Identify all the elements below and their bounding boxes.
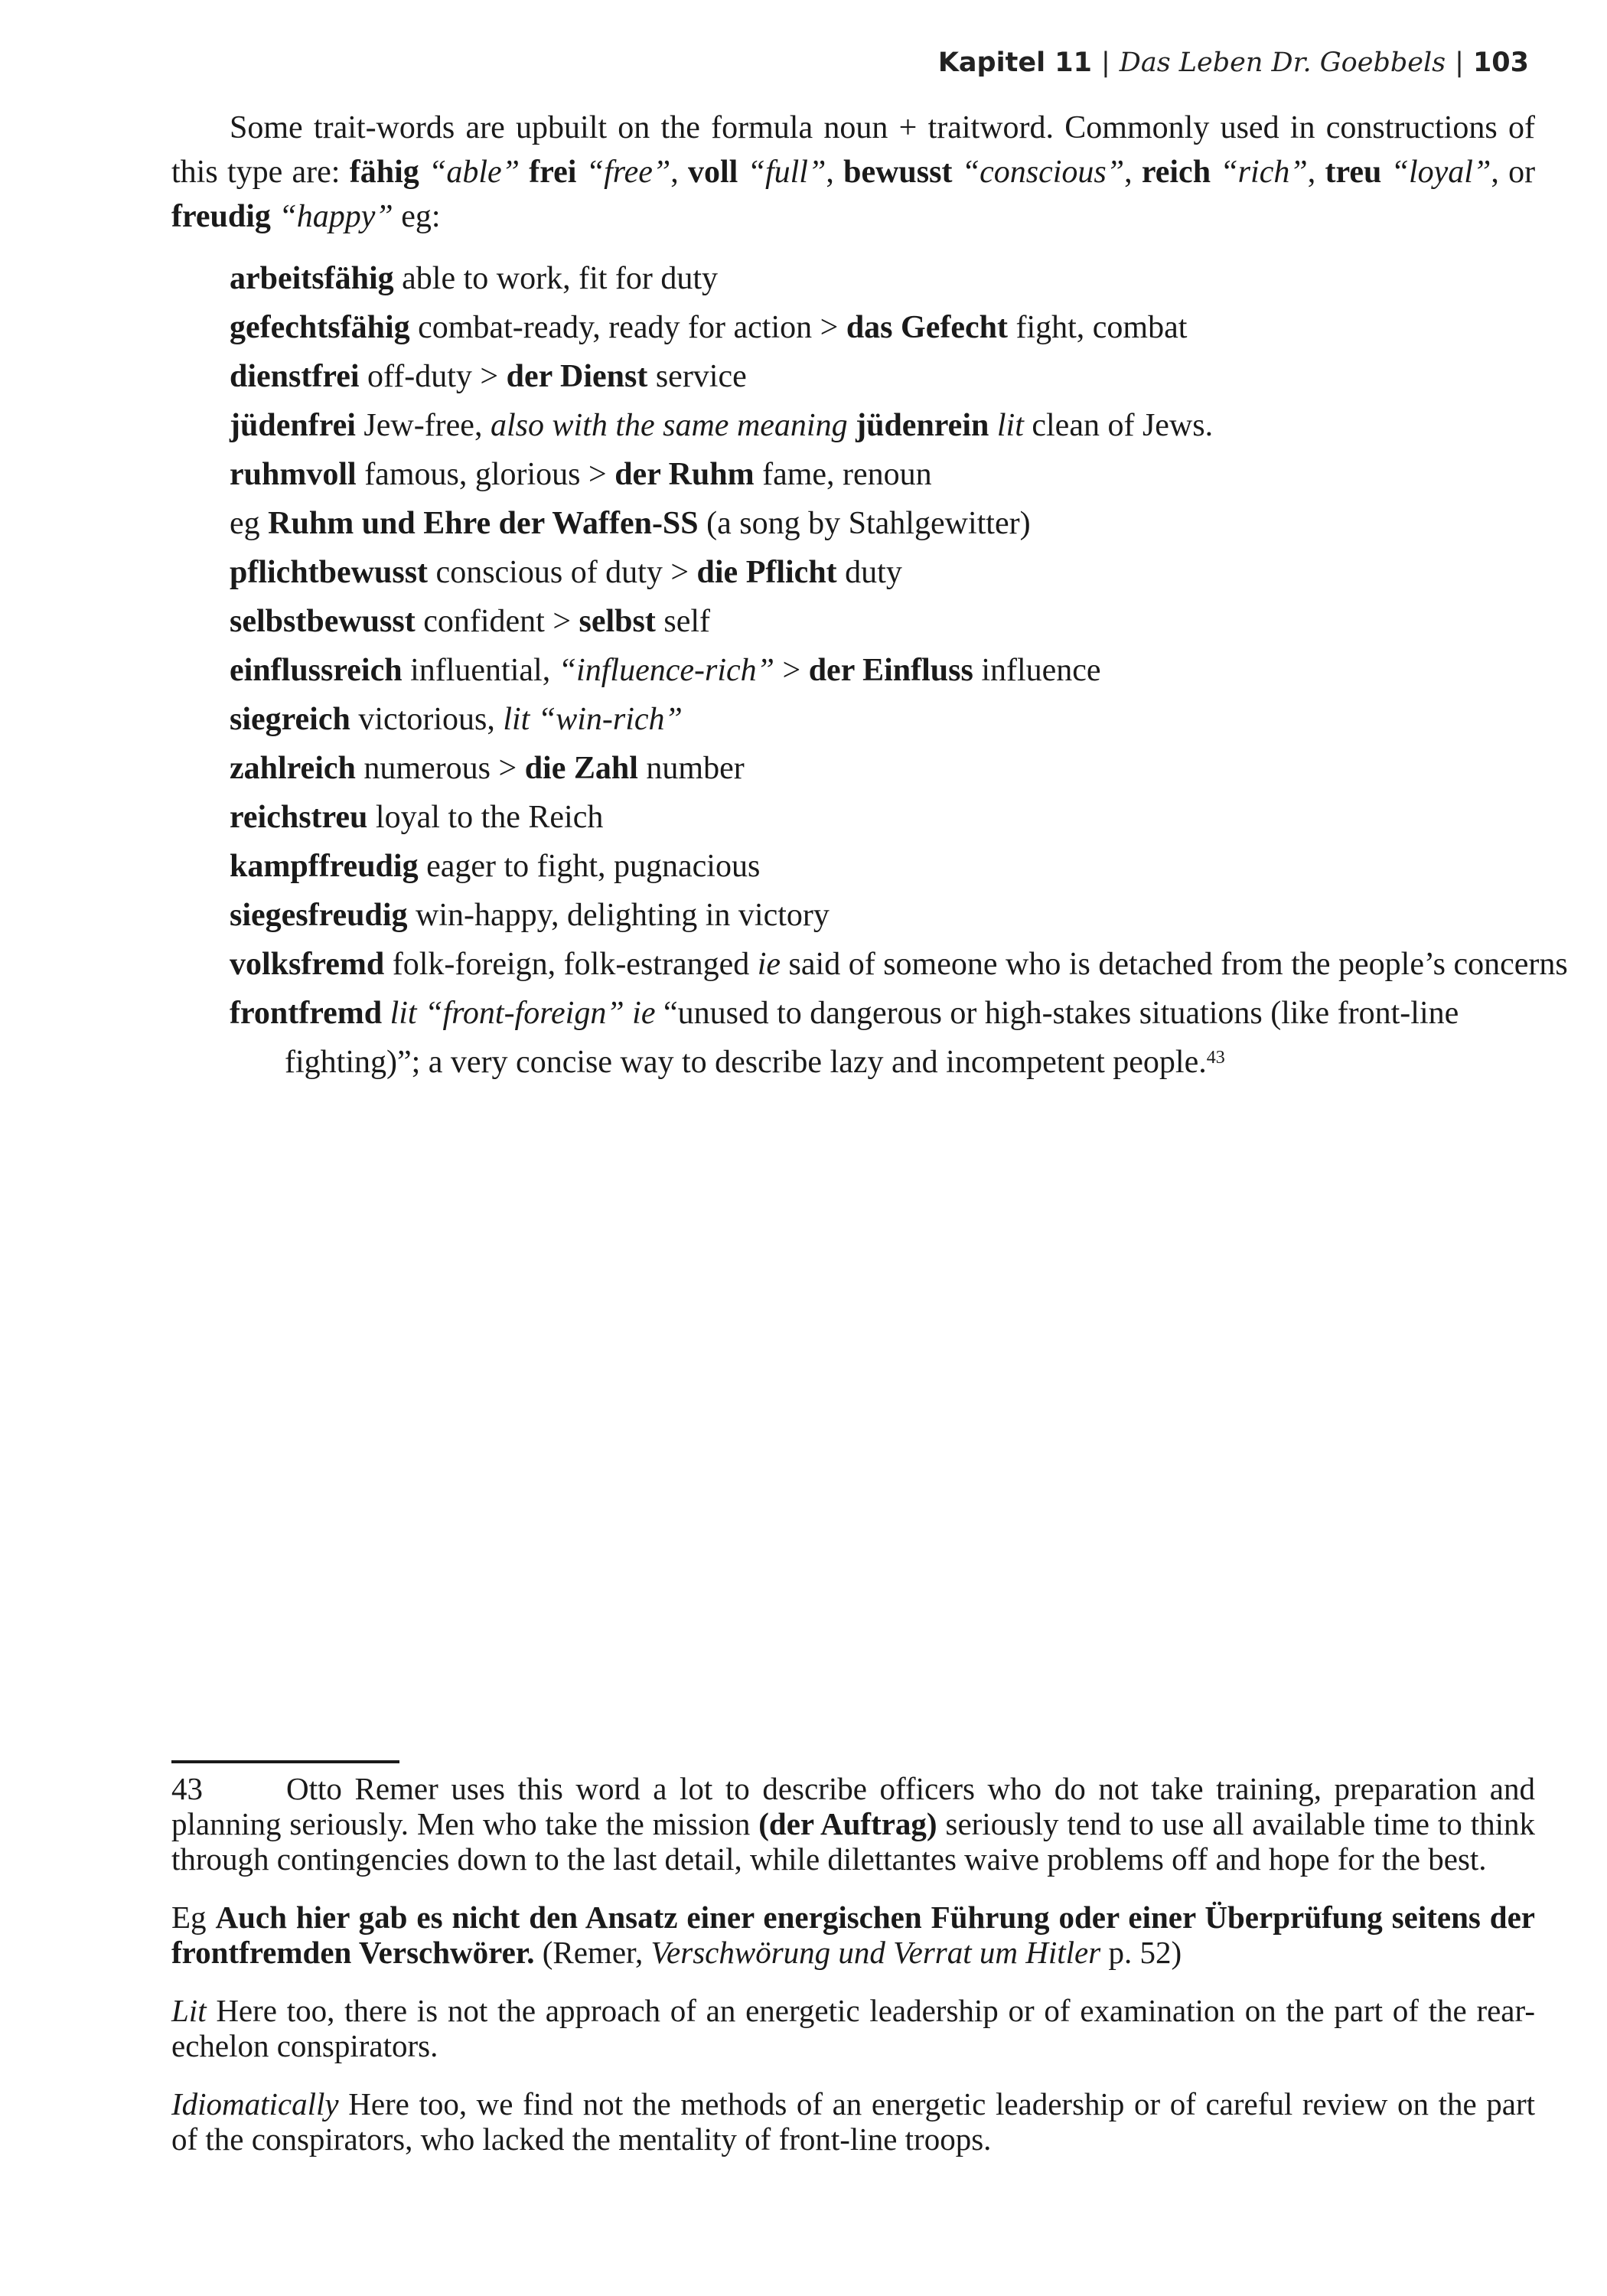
footnote-example: [171, 1900, 1535, 1970]
entry-definition: victorious,: [350, 702, 504, 737]
list-item: [230, 744, 1569, 793]
entry-root-definition: influence: [973, 653, 1101, 688]
intro-text: , or: [1491, 155, 1536, 190]
suffix-word: fähig: [349, 155, 419, 190]
intro-text: eg:: [393, 199, 441, 234]
suffix-word: reich: [1141, 155, 1211, 190]
list-item: [230, 793, 1569, 842]
footnote-paragraph: [171, 1771, 1535, 1877]
entry-root-definition: number: [637, 751, 745, 786]
entry-definition: win-happy, delighting in victory: [407, 898, 830, 933]
entry-definition: (a song by Stahlgewitter): [698, 506, 1031, 541]
entry-definition: able to work, fit for duty: [393, 261, 719, 296]
list-item: [230, 254, 1569, 303]
entry-term: siegesfreudig: [230, 898, 408, 933]
footnote-quote: Auch hier gab es nicht den Ansatz einer energischen Führung oder einer Überprüfung seitens der frontfremden Verschwörer.: [171, 1900, 1536, 1970]
entry-root-definition: fight, combat: [1007, 310, 1188, 345]
entry-term: gefechtsfähig: [230, 310, 410, 345]
entry-definition: Jew-free,: [355, 408, 491, 443]
footnote-label: Lit: [171, 1993, 207, 2028]
entry-root: der Dienst: [506, 359, 648, 394]
suffix-word: bewusst: [843, 155, 953, 190]
entry-definition: famous, glorious >: [356, 457, 615, 492]
page-number: 103: [1472, 47, 1529, 78]
entry-definition: conscious of duty >: [428, 555, 697, 590]
list-item: [230, 450, 1569, 499]
entry-ie: ie: [757, 947, 781, 982]
suffix-word: freudig: [171, 199, 271, 234]
footnote-term: (der Auftrag): [758, 1806, 937, 1841]
entry-term: einflussreich: [230, 653, 403, 688]
list-item: [230, 940, 1569, 989]
header-separator-2: |: [1455, 47, 1464, 78]
suffix-gloss: “happy”: [279, 199, 393, 234]
entry-term: kampffreudig: [230, 849, 419, 884]
footnote-marker[interactable]: 43: [1206, 1048, 1225, 1068]
footnote-literal: [171, 1993, 1535, 2063]
entry-root: der Ruhm: [614, 457, 755, 492]
suffix-word: voll: [687, 155, 738, 190]
suffix-gloss: “able”: [429, 155, 520, 190]
entry-term: siegreich: [230, 702, 350, 737]
list-item: [230, 646, 1569, 695]
footnote-source-title: Verschwörung und Verrat um Hitler: [650, 1935, 1101, 1970]
entry-term: Ruhm und Ehre der Waffen-SS: [268, 506, 699, 541]
entry-term: volksfremd: [230, 947, 385, 982]
entry-root: selbst: [579, 604, 656, 639]
footnote-text: Eg: [171, 1900, 216, 1935]
entry-definition: loyal to the Reich: [367, 800, 604, 835]
entry-definition: influential,: [402, 653, 559, 688]
suffix-gloss: “full”: [747, 155, 826, 190]
list-item: [230, 695, 1569, 744]
entry-root: die Zahl: [524, 751, 638, 786]
entry-term: reichstreu: [230, 800, 368, 835]
list-item: [230, 548, 1569, 597]
suffix-gloss: “free”: [585, 155, 671, 190]
entry-definition: numerous >: [355, 751, 525, 786]
entry-definition: said of someone who is detached from the people’s concerns: [781, 947, 1568, 982]
entry-term: jüdenrein: [856, 408, 989, 443]
entry-term: jüdenfrei: [230, 408, 356, 443]
entry-definition: confident >: [415, 604, 579, 639]
list-item: [230, 989, 1569, 1087]
footnote-text: Otto Remer uses this word a lot to describe officers who do not take training, preparation and planning seriously. Men who take the mission: [171, 1771, 1535, 1841]
list-item: [230, 842, 1569, 891]
entry-prefix: eg: [230, 506, 269, 541]
footnote-text: p. 52): [1100, 1935, 1182, 1970]
entry-definition: eager to fight, pugnacious: [418, 849, 761, 884]
intro-text: Some trait-words are upbuilt on the formula noun + traitword. Commonly used in constructions of this type are:: [171, 110, 1535, 190]
entry-definition: off-duty >: [359, 359, 507, 394]
footnote-idiomatic: [171, 2086, 1535, 2157]
footnote-text: seriously tend to use all available time to think through contingencies down to the last detail, while dilettantes waive problems off and hope for the best.: [171, 1806, 1535, 1877]
entry-term: pflichtbewusst: [230, 555, 429, 590]
entry-root: der Einfluss: [808, 653, 973, 688]
entry-lit: lit: [996, 408, 1024, 443]
suffix-gloss: “rich”: [1220, 155, 1308, 190]
entry-gloss: lit “front-foreign” ie: [390, 996, 656, 1031]
list-item: [230, 401, 1569, 450]
footnote-text: (Remer,: [534, 1935, 651, 1970]
entry-term: arbeitsfähig: [230, 261, 394, 296]
entry-term: frontfremd: [230, 996, 383, 1031]
entry-term: zahlreich: [230, 751, 356, 786]
entry-definition: combat-ready, ready for action >: [409, 310, 846, 345]
suffix-word: treu: [1325, 155, 1382, 190]
suffix-gloss: “loyal”: [1390, 155, 1491, 190]
entry-root-definition: service: [647, 359, 747, 394]
list-item: [230, 499, 1569, 548]
entry-term: ruhmvoll: [230, 457, 357, 492]
suffix-gloss: “conscious”: [961, 155, 1125, 190]
header-separator: |: [1100, 47, 1110, 78]
footnote-text: Here too, we find not the methods of an energetic leadership or of careful review on the part of the conspirators, who lacked the mentality of front-line troops.: [171, 2086, 1535, 2157]
entry-definition: clean of Jews.: [1023, 408, 1214, 443]
footnote-text: Here too, there is not the approach of an energetic leadership or of examination on the part of the rear-echelon conspirators.: [171, 1993, 1535, 2063]
entry-definition: “unused to dangerous or high-stakes situations (like front-line fighting)”; a very concise way to describe lazy and incompetent people.: [285, 996, 1459, 1080]
footnote-rule: [171, 1760, 399, 1763]
entry-root-definition: fame, renoun: [754, 457, 932, 492]
entry-root-definition: self: [655, 604, 711, 639]
list-item: [230, 303, 1569, 352]
chapter-label: Kapitel 11: [937, 47, 1092, 78]
footnotes: [171, 1771, 1535, 2180]
list-item: [230, 352, 1569, 401]
list-item: [230, 891, 1569, 940]
suffix-word: frei: [529, 155, 577, 190]
entry-root: das Gefecht: [846, 310, 1008, 345]
entry-definition: folk-foreign, folk-estranged: [384, 947, 758, 982]
entry-gloss: lit “win-rich”: [503, 702, 683, 737]
word-list: [230, 254, 1569, 1087]
list-item: [230, 597, 1569, 646]
entry-arrow: >: [774, 653, 809, 688]
entry-term: dienstfrei: [230, 359, 360, 394]
entry-root: die Pflicht: [696, 555, 837, 590]
footnote-number: 43: [171, 1771, 203, 1806]
book-title: Das Leben Dr. Goebbels: [1119, 47, 1446, 78]
intro-paragraph: Some trait-words are upbuilt on the formula noun + traitword. Commonly used in constructions of this type are: fähig “able” frei “free”, voll “full”, bewusst “conscious”, reich “rich”, treu “loyal”, or freudig “happy” eg:: [171, 110, 1536, 234]
footnote-label: Idiomatically: [171, 2086, 339, 2122]
entry-note: also with the same meaning: [490, 408, 848, 443]
entry-root-definition: duty: [836, 555, 902, 590]
entry-gloss: “influence-rich”: [558, 653, 774, 688]
running-header: [938, 47, 1529, 78]
entry-term: selbstbewusst: [230, 604, 416, 639]
